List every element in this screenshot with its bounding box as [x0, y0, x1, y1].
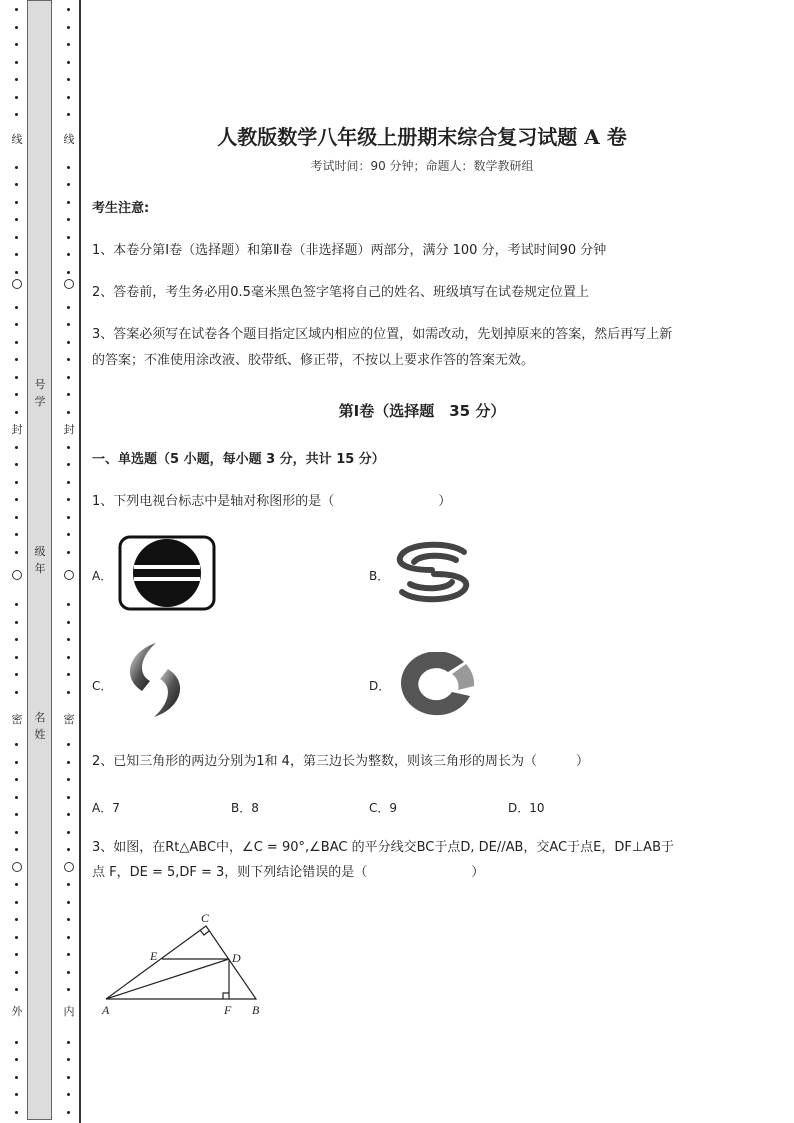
- section-title: 第Ⅰ卷（选择题 35 分）: [338, 402, 506, 420]
- binding-dot: [67, 271, 70, 274]
- fig-label-f: F: [224, 1003, 232, 1017]
- inner-secret-char: 密: [63, 713, 75, 726]
- inner-inside-char: 内: [63, 1005, 75, 1018]
- outer-circle-2: [12, 570, 22, 580]
- binding-dot: [15, 323, 18, 326]
- binding-rule: [79, 0, 81, 1123]
- binding-dot: [67, 341, 70, 344]
- binding-dot: [15, 673, 18, 676]
- fig-label-b: B: [252, 1003, 260, 1017]
- binding-dot: [15, 96, 18, 99]
- binding-dot: [67, 236, 70, 239]
- notice-item-1: 1、本卷分第Ⅰ卷（选择题）和第Ⅱ卷（非选择题）两部分，满分 100 分，考试时间90 分钟: [92, 243, 607, 258]
- binding-dot: [15, 201, 18, 204]
- q1-option-c[interactable]: C．: [92, 679, 113, 693]
- binding-dot: [67, 8, 70, 11]
- logo-a-image: [118, 535, 216, 611]
- binding-dot: [67, 183, 70, 186]
- binding-dot: [67, 848, 70, 851]
- binding-dot: [15, 621, 18, 624]
- outer-secret-char: 密: [11, 713, 23, 726]
- binding-dot: [15, 533, 18, 536]
- binding-dot: [15, 236, 18, 239]
- binding-dot: [67, 691, 70, 694]
- binding-dot: [15, 271, 18, 274]
- binding-dot: [15, 936, 18, 939]
- binding-dot: [15, 1111, 18, 1114]
- binding-dot: [67, 411, 70, 414]
- binding-dot: [67, 78, 70, 81]
- binding-dot: [15, 848, 18, 851]
- binding-dot: [15, 743, 18, 746]
- binding-dot: [67, 376, 70, 379]
- inner-seal-char: 封: [63, 423, 75, 436]
- binding-dot: [15, 463, 18, 466]
- binding-dot: [15, 393, 18, 396]
- inner-circle-1: [64, 279, 74, 289]
- fig-label-e: E: [150, 949, 158, 963]
- binding-dot: [67, 481, 70, 484]
- outer-seal-char: 封: [11, 423, 23, 436]
- binding-dot: [15, 481, 18, 484]
- binding-dot: [15, 218, 18, 221]
- binding-dot: [15, 61, 18, 64]
- binding-dot: [15, 253, 18, 256]
- binding-dot: [67, 446, 70, 449]
- binding-dot: [67, 953, 70, 956]
- binding-dot: [15, 376, 18, 379]
- binding-dot: [67, 1058, 70, 1061]
- binding-dot: [15, 1058, 18, 1061]
- binding-dot: [15, 971, 18, 974]
- inner-circle-2: [64, 570, 74, 580]
- class-label: 级 年: [34, 545, 46, 575]
- binding-dot: [67, 988, 70, 991]
- q1-stem: 1、下列电视台标志中是轴对称图形的是（ ）: [92, 494, 452, 509]
- binding-dot: [15, 883, 18, 886]
- page-subtitle: 考试时间：90 分钟；命题人：数学教研组: [310, 159, 534, 173]
- q2-option-c[interactable]: C．9: [369, 801, 398, 815]
- binding-dot: [67, 638, 70, 641]
- inner-dot-column: [62, 0, 76, 1123]
- binding-dot: [15, 183, 18, 186]
- binding-dot: [67, 1076, 70, 1079]
- q2-option-b[interactable]: B．8: [231, 801, 259, 815]
- binding-dot: [15, 1076, 18, 1079]
- binding-dot: [67, 1111, 70, 1114]
- outer-circle-1: [12, 279, 22, 289]
- binding-dot: [67, 306, 70, 309]
- binding-dot: [15, 778, 18, 781]
- binding-dot: [15, 8, 18, 11]
- binding-dot: [67, 61, 70, 64]
- binding-dot: [67, 1093, 70, 1096]
- binding-dot: [67, 743, 70, 746]
- binding-dot: [67, 656, 70, 659]
- notice-item-3-line2: 的答案；不准使用涂改液、胶带纸、修正带，不按以上要求作答的答案无效。: [92, 353, 535, 368]
- binding-dot: [15, 411, 18, 414]
- q1-option-a[interactable]: A．: [92, 569, 113, 583]
- q3-line2: 点 F，DE = 5,DF = 3，则下列结论错误的是（ ）: [92, 865, 485, 880]
- q2-stem: 2、已知三角形的两边分别为1和 4，第三边长为整数，则该三角形的周长为（ ）: [92, 754, 589, 769]
- binding-dot: [15, 1041, 18, 1044]
- name-label: 名 姓: [34, 711, 46, 741]
- logo-d-image: [398, 652, 476, 718]
- binding-dot: [15, 918, 18, 921]
- binding-dot: [67, 323, 70, 326]
- binding-dot: [67, 96, 70, 99]
- fig-label-a: A: [102, 1003, 110, 1017]
- binding-dot: [15, 988, 18, 991]
- binding-dot: [67, 901, 70, 904]
- binding-dot: [15, 831, 18, 834]
- binding-dot: [15, 43, 18, 46]
- q1-option-b[interactable]: B．: [369, 569, 390, 583]
- binding-dot: [15, 26, 18, 29]
- binding-dot: [15, 761, 18, 764]
- binding-dot: [67, 516, 70, 519]
- inner-line-char: 线: [63, 133, 75, 146]
- binding-dot: [67, 673, 70, 676]
- binding-dot: [67, 43, 70, 46]
- binding-dot: [67, 971, 70, 974]
- student-number-label: 号 学: [34, 378, 46, 408]
- outer-outside-char: 外: [11, 1005, 23, 1018]
- binding-dot: [67, 166, 70, 169]
- binding-dot: [15, 691, 18, 694]
- binding-dot: [15, 166, 18, 169]
- notice-heading: 考生注意:: [92, 201, 150, 216]
- logo-b-image: [392, 540, 474, 604]
- outer-dot-column: [10, 0, 24, 1123]
- binding-dot: [67, 358, 70, 361]
- binding-margin: [0, 0, 82, 1123]
- fig-label-d: D: [232, 951, 241, 965]
- binding-dot: [15, 796, 18, 799]
- binding-dot: [15, 953, 18, 956]
- q3-line1: 3、如图，在Rt△ABC中，∠C = 90°,∠BAC 的平分线交BC于点D, DE//AB，交AC于点E，DF⊥AB于: [92, 840, 674, 855]
- binding-dot: [67, 393, 70, 396]
- page-title: 人教版数学八年级上册期末综合复习试题 A 卷: [217, 125, 627, 149]
- inner-circle-3: [64, 862, 74, 872]
- binding-dot: [67, 813, 70, 816]
- binding-dot: [67, 918, 70, 921]
- binding-dot: [67, 533, 70, 536]
- binding-dot: [15, 306, 18, 309]
- notice-item-3-line1: 3、答案必须写在试卷各个题目指定区域内相应的位置，如需改动，先划掉原来的答案，然后再写上新: [92, 327, 673, 342]
- triangle-figure: [98, 908, 268, 1020]
- binding-dot: [67, 761, 70, 764]
- binding-dot: [15, 1093, 18, 1096]
- notice-item-2: 2、答卷前，考生务必用0.5毫米黑色签字笔将自己的姓名、班级填写在试卷规定位置上: [92, 285, 589, 300]
- q2-option-a[interactable]: A．7: [92, 801, 120, 815]
- binding-dot: [67, 498, 70, 501]
- binding-dot: [15, 813, 18, 816]
- logo-c-image: [116, 641, 194, 719]
- binding-dot: [67, 883, 70, 886]
- binding-dot: [15, 551, 18, 554]
- binding-dot: [67, 463, 70, 466]
- binding-dot: [15, 656, 18, 659]
- binding-dot: [15, 638, 18, 641]
- binding-dot: [67, 26, 70, 29]
- binding-dot: [67, 201, 70, 204]
- binding-dot: [15, 603, 18, 606]
- q1-option-d[interactable]: D．: [369, 679, 391, 693]
- binding-dot: [67, 253, 70, 256]
- binding-dot: [15, 78, 18, 81]
- binding-dot: [15, 358, 18, 361]
- binding-dot: [15, 901, 18, 904]
- binding-dot: [15, 113, 18, 116]
- outer-circle-3: [12, 862, 22, 872]
- binding-dot: [67, 796, 70, 799]
- binding-dot: [67, 621, 70, 624]
- fig-label-c: C: [201, 911, 210, 925]
- binding-dot: [15, 341, 18, 344]
- binding-dot: [67, 936, 70, 939]
- binding-dot: [15, 516, 18, 519]
- binding-dot: [67, 778, 70, 781]
- binding-dot: [15, 498, 18, 501]
- outer-line-char: 线: [11, 133, 23, 146]
- binding-dot: [67, 218, 70, 221]
- part-title: 一、单选题（5 小题，每小题 3 分，共计 15 分）: [92, 452, 385, 467]
- binding-dot: [67, 551, 70, 554]
- binding-dot: [15, 446, 18, 449]
- binding-dot: [67, 603, 70, 606]
- binding-dot: [67, 831, 70, 834]
- binding-dot: [67, 113, 70, 116]
- q2-option-d[interactable]: D．10: [508, 801, 545, 815]
- binding-dot: [67, 1041, 70, 1044]
